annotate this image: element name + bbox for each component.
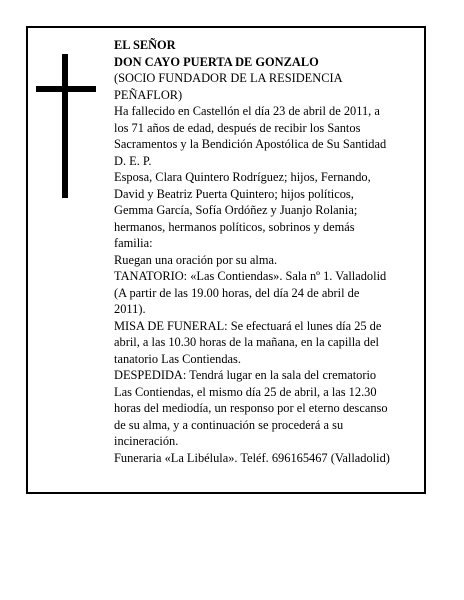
family-paragraph: Esposa, Clara Quintero Rodríguez; hijos, Fernando, David y Beatriz Puerta Quintero; hijos políticos, Gemma García, Sofía Ordóñez y Juanjo Rolania; hermanos, hermanos políticos, sobrinos y demás familia: [114, 170, 371, 250]
despedida-paragraph: DESPEDIDA: Tendrá lugar en la sala del crematorio Las Contiendas, el mismo día 25 de abril, a las 12.30 horas del mediodía, un responso por el eterno descanso de su alma, y a continuación se procederá a su incineración. [114, 368, 388, 448]
title-line-2: DON CAYO PUERTA DE GONZALO [114, 54, 319, 69]
funeraria-line: Funeraria «La Libélula». Teléf. 696165467 (Valladolid) [114, 450, 390, 465]
cross-icon [36, 54, 96, 198]
death-paragraph: Ha fallecido en Castellón el día 23 de abril de 2011, a los 71 años de edad, después de recibir los Santos Sacramentos y la Bendición Apostólica de Su Santidad D. E. P. [114, 104, 387, 168]
cross-horizontal-bar [36, 86, 96, 92]
obituary-text [114, 37, 424, 466]
funeral-paragraph: MISA DE FUNERAL: Se efectuará el lunes día 25 de abril, a las 10.30 horas de la mañana, en la capilla del tanatorio Las Contiendas. [114, 318, 382, 366]
title-line-1: EL SEÑOR [114, 38, 176, 52]
cross-vertical-bar [62, 54, 68, 198]
subtitle: (SOCIO FUNDADOR DE LA RESIDENCIA PEÑAFLOR) [114, 71, 343, 102]
prayer-line: Ruegan una oración por su alma. [114, 252, 278, 267]
tanatorio-paragraph: TANATORIO: «Las Contiendas». Sala nº 1. Valladolid (A partir de las 19.00 horas, del día 24 de abril de 2011). [114, 269, 387, 316]
